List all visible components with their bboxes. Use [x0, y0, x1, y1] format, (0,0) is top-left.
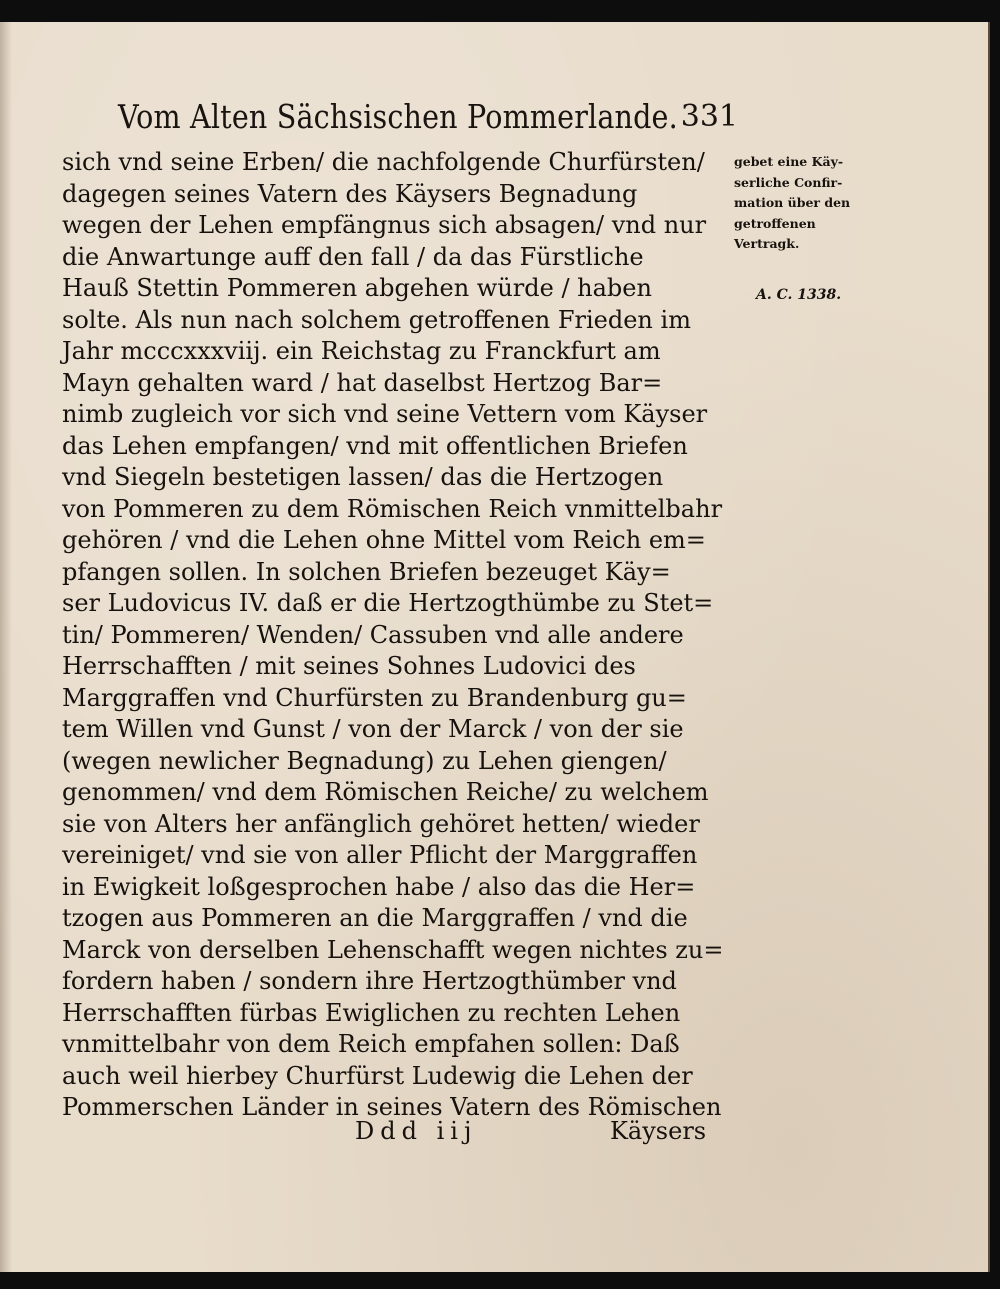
body-line: auch weil hierbey Churfürst Ludewig die Lehen der — [62, 1061, 693, 1090]
body-line: Herrschafften / mit seines Sohnes Ludovici des — [62, 652, 636, 680]
body-line: von Pommeren zu dem Römischen Reich vnmittelbahr — [62, 494, 723, 523]
body-line: Jahr mcccxxxviij. ein Reichstag zu Franckfurt am — [62, 337, 661, 365]
body-line: solte. Als nun nach solchem getroffenen Frieden im — [62, 305, 691, 334]
body-line: tem Willen vnd Gunst / von der Marck / von der sie — [62, 715, 684, 743]
signature-mark: Ddd iij — [355, 1117, 478, 1145]
body-line: Mayn gehalten ward / hat daselbst Hertzog Bar= — [62, 368, 663, 397]
body-line: Pommerschen Länder in seines Vatern des Römischen — [62, 1093, 722, 1121]
page-edge — [988, 22, 990, 1272]
margin-note-line: serliche Confir- — [734, 174, 843, 190]
page-header — [118, 92, 738, 142]
gutter-shadow — [0, 22, 12, 1272]
body-line: vnd Siegeln bestetigen lassen/ das die Hertzogen — [62, 463, 664, 491]
body-line: in Ewigkeit loßgesprochen habe / also das die Her= — [62, 872, 696, 901]
body-line: vnmittelbahr von dem Reich empfahen sollen: Daß — [62, 1030, 680, 1058]
running-title: Vom Alten Sächsischen Pommerlande. — [118, 97, 678, 136]
body-line: pfangen sollen. In solchen Briefen bezeuget Käy= — [62, 557, 671, 586]
body-line: die Anwartunge auff den fall / da das Fürstliche — [62, 242, 644, 271]
body-text — [62, 147, 727, 1124]
body-line: Marck von derselben Lehenschafft wegen nichtes zu= — [62, 935, 724, 964]
body-line: dagegen seines Vatern des Käysers Begnadung — [62, 179, 638, 208]
body-line: genommen/ vnd dem Römischen Reiche/ zu welchem — [62, 778, 709, 806]
body-line: Herrschafften fürbas Ewiglichen zu rechten Lehen — [62, 998, 681, 1027]
body-line: das Lehen empfangen/ vnd mit offentlichen Briefen — [62, 431, 688, 460]
margin-note-line: getroffenen — [734, 215, 816, 231]
margin-note-line: Vertragk. — [734, 236, 800, 251]
catchword: Käysers — [610, 1117, 707, 1145]
body-line: Hauß Stettin Pommeren abgehen würde / haben — [62, 274, 652, 302]
page-number: 331 — [680, 99, 738, 134]
body-line: tzogen aus Pommeren an die Marggraffen / vnd die — [62, 904, 688, 932]
margin-note-line: gebet eine Käy- — [734, 154, 844, 169]
body-line: fordern haben / sondern ihre Hertzogthümber vnd — [62, 967, 677, 995]
body-line: sich vnd seine Erben/ die nachfolgende Churfürsten/ — [62, 148, 705, 176]
body-line: nimb zugleich vor sich vnd seine Vettern vom Käyser — [62, 400, 708, 428]
body-line: (wegen newlicher Begnadung) zu Lehen giengen/ — [62, 746, 667, 775]
body-line: sie von Alters her anfänglich gehöret hetten/ wieder — [62, 809, 700, 838]
margin-date: A. C. 1338. — [756, 287, 842, 303]
body-line: gehören / vnd die Lehen ohne Mittel vom Reich em= — [62, 526, 706, 554]
body-line: wegen der Lehen empfängnus sich absagen/ vnd nur — [62, 211, 707, 239]
body-line: tin/ Pommeren/ Wenden/ Cassuben vnd alle andere — [62, 620, 684, 649]
margin-note — [734, 152, 874, 255]
body-line: ser Ludovicus IV. daß er die Hertzogthümbe zu Stet= — [62, 589, 714, 617]
margin-note-line: mation über den — [734, 195, 851, 210]
body-line: Marggraffen vnd Churfürsten zu Brandenburg gu= — [62, 683, 687, 712]
body-line: vereiniget/ vnd sie von aller Pflicht der Marggraffen — [62, 841, 698, 869]
